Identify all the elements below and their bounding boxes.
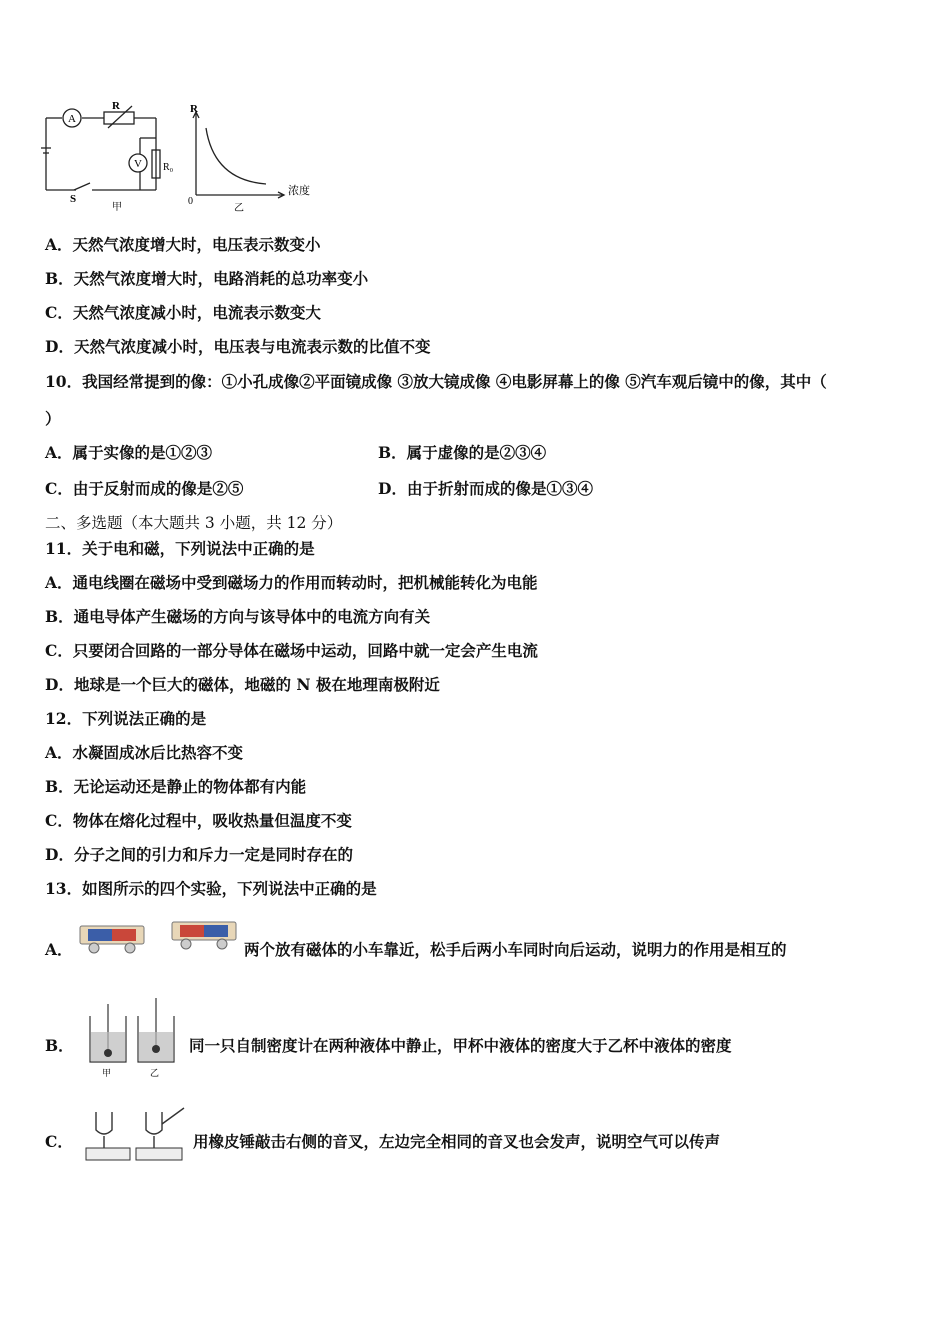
beaker-yi-label: 乙 (150, 1069, 160, 1079)
q11-option-a: A．通电线圈在磁场中受到磁场力的作用而转动时，把机械能转化为电能 (45, 573, 538, 592)
q10-option-d: D．由于折射而成的像是①③④ (378, 479, 593, 498)
q10-stem: 10．我国经常提到的像：①小孔成像②平面镜成像 ③放大镜成像 ④电影屏幕上的像 ⑤汽车观后镜中的像，其中（ (45, 372, 827, 391)
q12-option-b: B．无论运动还是静止的物体都有内能 (45, 777, 307, 796)
beaker-jia-label: 甲 (102, 1069, 112, 1079)
q12-option-c: C．物体在熔化过程中，吸收热量但温度不变 (45, 811, 352, 830)
voltmeter-label: V (134, 158, 142, 170)
q12-option-d: D．分子之间的引力和斥力一定是同时存在的 (45, 845, 353, 864)
q11-option-b: B．通电导体产生磁场的方向与该导体中的电流方向有关 (45, 607, 431, 626)
q10-option-c: C．由于反射而成的像是②⑤ (45, 479, 244, 498)
q10-option-a: A．属于实像的是①②③ (45, 443, 213, 462)
q9-option-c: C．天然气浓度减小时，电流表示数变大 (45, 303, 321, 322)
q13-option-b-text: 同一只自制密度计在两种液体中静止，甲杯中液体的密度大于乙杯中液体的密度 (189, 1036, 732, 1055)
q9-option-b: B．天然气浓度增大时，电路消耗的总功率变小 (45, 269, 369, 288)
q10-option-b: B．属于虚像的是②③④ (378, 443, 547, 462)
q10-stem-cont: ） (45, 409, 61, 428)
q13-option-c-label: C． (45, 1132, 73, 1151)
q11-option-d: D．地球是一个巨大的磁体，地磁的 N 极在地理南极附近 (45, 675, 440, 694)
q13-option-a-text: 两个放有磁体的小车靠近，松手后两小车同时向后运动，说明力的作用是相互的 (244, 940, 787, 959)
magnet-carts-figure (78, 918, 244, 958)
q11-stem: 11．关于电和磁，下列说法中正确的是 (45, 539, 315, 558)
q13-option-c-text: 用橡皮锤敲击右侧的音叉，左边完全相同的音叉也会发声，说明空气可以传声 (193, 1132, 721, 1151)
graph-origin: 0 (188, 196, 193, 207)
q12-stem: 12．下列说法正确的是 (45, 709, 207, 728)
graph-y-label: R (190, 103, 198, 115)
tuning-fork-figure (84, 1106, 190, 1164)
q13-option-b-label: B． (45, 1036, 74, 1055)
q9-option-d: D．天然气浓度减小时，电压表与电流表示数的比值不变 (45, 337, 431, 356)
hydrometer-figure (84, 996, 190, 1080)
rheostat-label: R (112, 100, 120, 112)
circuit-diagram (38, 98, 188, 213)
resistor-label: R₀ (163, 162, 174, 173)
q13-stem: 13．如图所示的四个实验，下列说法中正确的是 (45, 879, 377, 898)
q9-option-a: A．天然气浓度增大时，电压表示数变小 (45, 235, 321, 254)
circuit-caption: 甲 (112, 202, 122, 213)
resistance-concentration-graph (186, 100, 321, 215)
ammeter-label: A (68, 113, 76, 125)
q11-option-c: C．只要闭合回路的一部分导体在磁场中运动，回路中就一定会产生电流 (45, 641, 538, 660)
graph-x-label: 浓度 (288, 184, 310, 197)
q13-option-a-label: A． (45, 940, 73, 959)
switch-label: S (70, 193, 77, 205)
section-title: 二、多选题（本大题共 3 小题，共 12 分） (45, 514, 343, 532)
graph-caption: 乙 (234, 203, 244, 214)
q12-option-a: A．水凝固成冰后比热容不变 (45, 743, 244, 762)
